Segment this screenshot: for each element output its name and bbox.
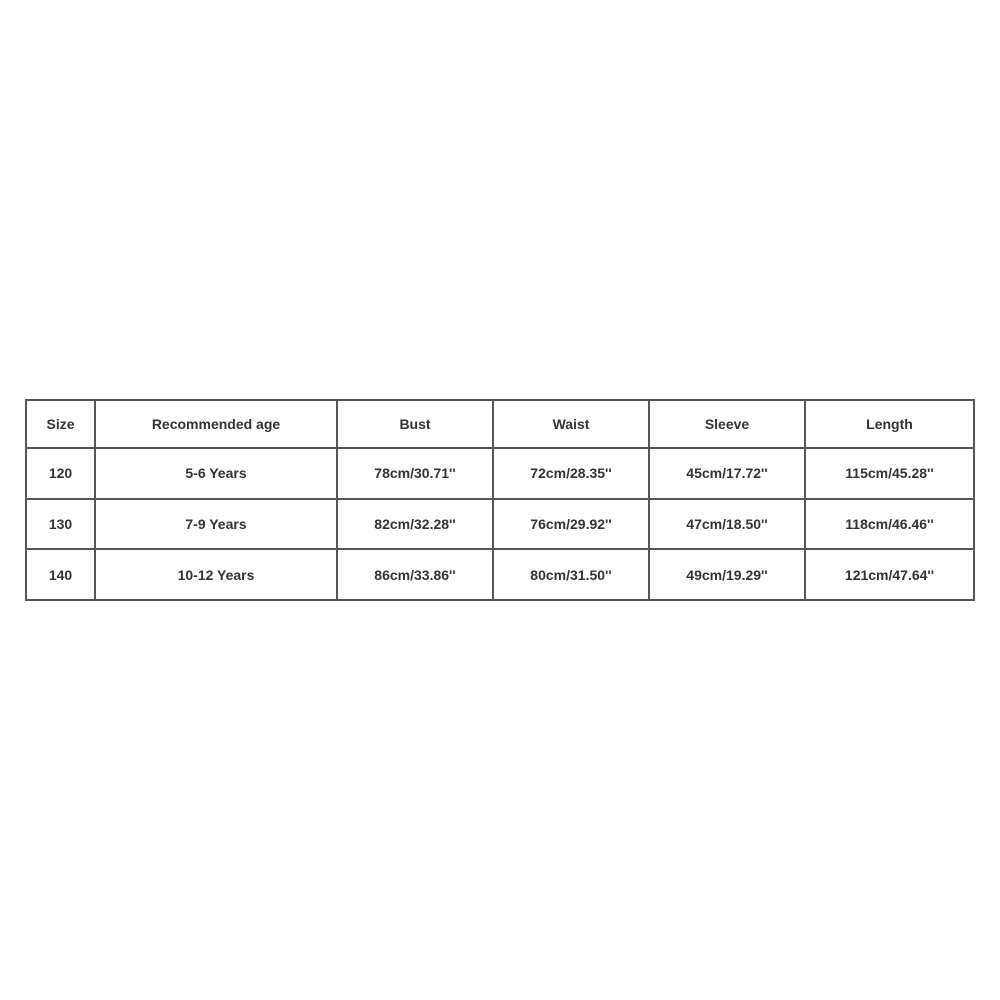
cell-sleeve: 47cm/18.50'' [649, 499, 805, 550]
cell-length: 115cm/45.28'' [805, 448, 974, 499]
cell-recommended-age: 7-9 Years [95, 499, 337, 550]
cell-bust: 78cm/30.71'' [337, 448, 493, 499]
header-row [26, 400, 974, 448]
cell-recommended-age: 5-6 Years [95, 448, 337, 499]
table-row [26, 499, 974, 550]
header-size: Size [26, 400, 95, 448]
header-sleeve: Sleeve [649, 400, 805, 448]
cell-size: 120 [26, 448, 95, 499]
table-row [26, 448, 974, 499]
cell-size: 130 [26, 499, 95, 550]
header-recommended-age: Recommended age [95, 400, 337, 448]
cell-bust: 86cm/33.86'' [337, 549, 493, 600]
header-waist: Waist [493, 400, 649, 448]
cell-sleeve: 45cm/17.72'' [649, 448, 805, 499]
table-row [26, 549, 974, 600]
cell-size: 140 [26, 549, 95, 600]
header-length: Length [805, 400, 974, 448]
cell-bust: 82cm/32.28'' [337, 499, 493, 550]
cell-length: 121cm/47.64'' [805, 549, 974, 600]
cell-waist: 72cm/28.35'' [493, 448, 649, 499]
cell-waist: 76cm/29.92'' [493, 499, 649, 550]
size-chart-table [25, 399, 975, 601]
header-bust: Bust [337, 400, 493, 448]
cell-waist: 80cm/31.50'' [493, 549, 649, 600]
cell-recommended-age: 10-12 Years [95, 549, 337, 600]
cell-length: 118cm/46.46'' [805, 499, 974, 550]
cell-sleeve: 49cm/19.29'' [649, 549, 805, 600]
